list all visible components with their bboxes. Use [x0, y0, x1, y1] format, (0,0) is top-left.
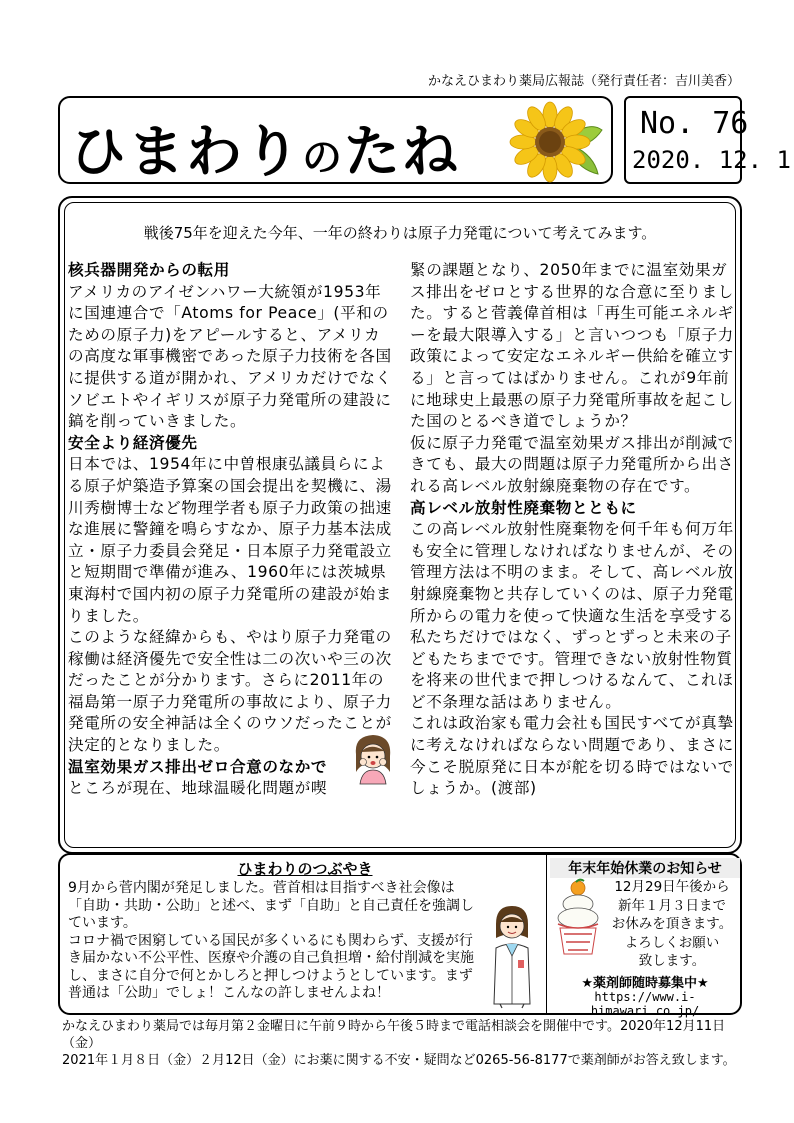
notice-line: お休みを頂きます。	[611, 916, 733, 932]
tweet-paragraph: 9月から菅内閣が発足しました。菅首相は目指すべき社会像は「自助・共助・公助」と述べ、まず「自助」と自己責任を強調しています。	[68, 880, 474, 931]
publisher-line: かなえひまわり薬局広報誌（発行責任者：吉川美香）	[428, 74, 741, 89]
bottom-divider	[546, 855, 547, 1013]
tweet-body	[68, 880, 480, 1003]
article-intro: 戦後75年を迎えた今年、一年の終わりは原子力発電について考えてみます。	[143, 224, 657, 242]
section-heading: 安全より経済優先	[68, 433, 198, 452]
issue-date: 2020. 12. 1	[632, 146, 791, 174]
footer-line: 2021年１月８日（金）２月12日（金）にお薬に関する不安・疑問など0265-56-8177で薬剤師がお答え致します。	[62, 1053, 736, 1068]
paragraph: このような経緯からも、やはり原子力発電の稼働は経済優先で安全性は二の次いや三の次だったことが分かります。さらに2011年の福島第一原子力発電所の事故により、原子力発電所の安全神話は全くのウソだったことが決定的となりました。	[68, 628, 392, 755]
article-column-left	[68, 260, 394, 800]
website-link[interactable]: https://www.i-himawari.co.jp/	[590, 990, 700, 1018]
recruit-text: ★薬剤師随時募集中★	[581, 976, 709, 991]
article-column-right	[410, 260, 736, 800]
kagami-mochi-icon	[554, 878, 602, 958]
newsletter-title	[70, 108, 460, 188]
tweet-title: ひまわりのつぶやき	[237, 860, 373, 878]
paragraph: 仮に原子力発電で温室効果ガス排出が削減できても、最大の問題は原子力発電所から出される高レベル放射線廃棄物の存在です。	[410, 433, 734, 495]
paragraph: この高レベル放射性廃棄物を何千年も何万年も安全に管理しなければなりませんが、その管理方法は不明のまま。そして、高レベル放射線廃棄物と共存していくのは、原子力発電所からの電力を使って快適な生活を享受する私たちだけではなく、ずっとずっと未来の子どもたちまでです。管理できない放射性物質を将来の世代まで押しつけるなんて、これほど不条理な話はありません。	[410, 520, 734, 711]
notice-body	[602, 878, 742, 971]
sunflower-icon	[506, 100, 606, 184]
footer-line: かなえひまわり薬局では毎月第２金曜日に午前９時から午後５時まで電話相談会を開催中です。2020年12月11日（金）	[62, 1019, 726, 1051]
notice-line: 致します。	[638, 953, 706, 969]
title-part1: ひまわり	[70, 120, 302, 185]
tweet-paragraph: コロナ禍で困窮している国民が多くいるにも関わらず、支援が行き届かない不公平性、医療や介護の自己負担増・給付削減を実施し、まさに自分で何とかしろと押しつけようとしています。まず普通は「公助」でしょ！こんなの許しませんよね！	[68, 932, 474, 1001]
paragraph: これは政治家も電力会社も国民すべてが真摯に考えなければならない問題であり、まさに今こそ脱原発に日本が舵を切る時ではないでしょうか。(渡部)	[410, 714, 734, 798]
footer	[62, 1018, 752, 1069]
paragraph: 日本では、1954年に中曽根康弘議員らによる原子炉築造予算案の国会提出を契機に、湯川秀樹博士など物理学者も原子力政策の拙速な進展に警鐘を鳴らすなか、原子力基本法成立・原子力委員会発足・日本原子力発電設立と短期間で準備が進み、1960年には茨城県東海村で国内初の原子力発電所の建設が始まりました。	[68, 455, 392, 625]
notice-line: 12月29日午後から	[614, 879, 730, 895]
notice-line: よろしくお願い	[624, 934, 720, 951]
notice-title: 年末年始休業のお知らせ	[550, 858, 740, 878]
title-part2: たね	[344, 120, 460, 185]
section-heading: 高レベル放射性廃棄物とともに	[410, 498, 637, 517]
pharmacist-illustration	[484, 904, 540, 1010]
title-no: の	[302, 135, 344, 181]
paragraph: アメリカのアイゼンハワー大統領が1953年に国連連合で「Atoms for Peace」(平和のための原子力)をアピールすると、アメリカの高度な軍事機密であった原子力技術を各国に提供する道が開かれ、アメリカだけでなくソビエトやイギリスが原子力発電所の建設に鎬を削っていきました。	[68, 282, 392, 431]
worried-woman-illustration	[350, 732, 396, 786]
notice-line: 新年１月３日まで	[618, 897, 726, 914]
paragraph: 緊の課題となり、2050年までに温室効果ガス排出をゼロとする世界的な合意に至りました。すると菅義偉首相は「再生可能エネルギーを最大限導入する」と言いつつも「原子力政策によって安定なエネルギー供給を確立する」と言ってはばかりません。これが9年前に地球史上最悪の原子力発電所事故を起こした国のとるべき道でしょうか？	[410, 261, 734, 431]
section-heading: 温室効果ガス排出ゼロ合意のなかで	[68, 757, 328, 776]
section-heading: 核兵器開発からの転用	[68, 261, 230, 279]
paragraph: ところが現在、地球温暖化問題が喫	[68, 779, 328, 798]
issue-number: No. 76	[640, 106, 749, 141]
